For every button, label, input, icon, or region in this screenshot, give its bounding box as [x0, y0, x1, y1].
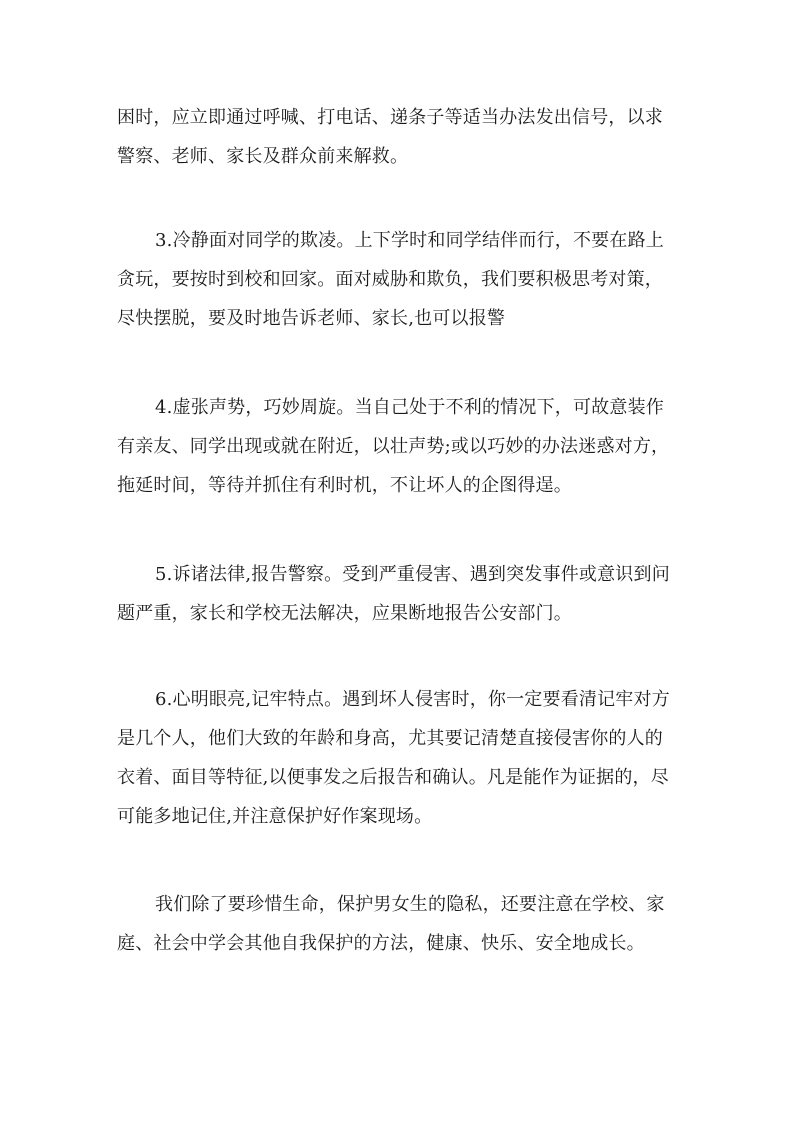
- paragraph-conclusion: [117, 885, 683, 963]
- paragraph-line: 可能多地记住,并注意保护好作案现场。: [117, 806, 433, 827]
- paragraph-item-3: [117, 221, 683, 338]
- paragraph-item-4: [117, 388, 683, 505]
- paragraph-line: 拖延时间，等待并抓住有利时机，不让坏人的企图得逞。: [117, 475, 572, 496]
- paragraph-line: 我们除了要珍惜生命，保护男女生的隐私，还要注意在学校、家: [155, 894, 665, 915]
- paragraph-line: 庭、社会中学会其他自我保护的方法，健康、快乐、安全地成长。: [117, 933, 645, 954]
- paragraph-line: 是几个人，他们大致的年龄和身高，尤其要记清楚直接侵害你的人的: [117, 728, 663, 749]
- paragraph-item-6: [117, 680, 683, 836]
- paragraph-line: 尽快摆脱，要及时地告诉老师、家长,也可以报警: [117, 308, 506, 329]
- paragraph-line: 题严重，家长和学校无法解决，应果断地报告公安部门。: [117, 603, 572, 624]
- paragraph-line: 有亲友、同学出现或就在附近，以壮声势;或以巧妙的办法迷惑对方，: [117, 436, 670, 457]
- paragraph-line: 困时，应立即通过呼喊、打电话、递条子等适当办法发出信号，以求: [117, 107, 663, 128]
- paragraph-line: 6.心明眼亮,记牢特点。遇到坏人侵害时，你一定要看清记牢对方: [155, 689, 670, 710]
- paragraph-line: 警察、老师、家长及群众前来解救。: [117, 146, 409, 167]
- paragraph-item-5: [117, 555, 683, 633]
- paragraph-line: 贪玩，要按时到校和回家。面对威胁和欺负，我们要积极思考对策，: [117, 269, 663, 290]
- paragraph-line: 3.冷静面对同学的欺凌。上下学时和同学结伴而行，不要在路上: [155, 230, 664, 251]
- paragraph-line: 衣着、面目等特征,以便事发之后报告和确认。凡是能作为证据的，尽: [117, 767, 669, 788]
- paragraph-line: 4.虚张声势，巧妙周旋。当自己处于不利的情况下，可故意装作: [155, 397, 664, 418]
- paragraph-rescue-signal: [117, 98, 683, 176]
- paragraph-line: 5.诉诸法律,报告警察。受到严重侵害、遇到突发事件或意识到问: [155, 564, 670, 585]
